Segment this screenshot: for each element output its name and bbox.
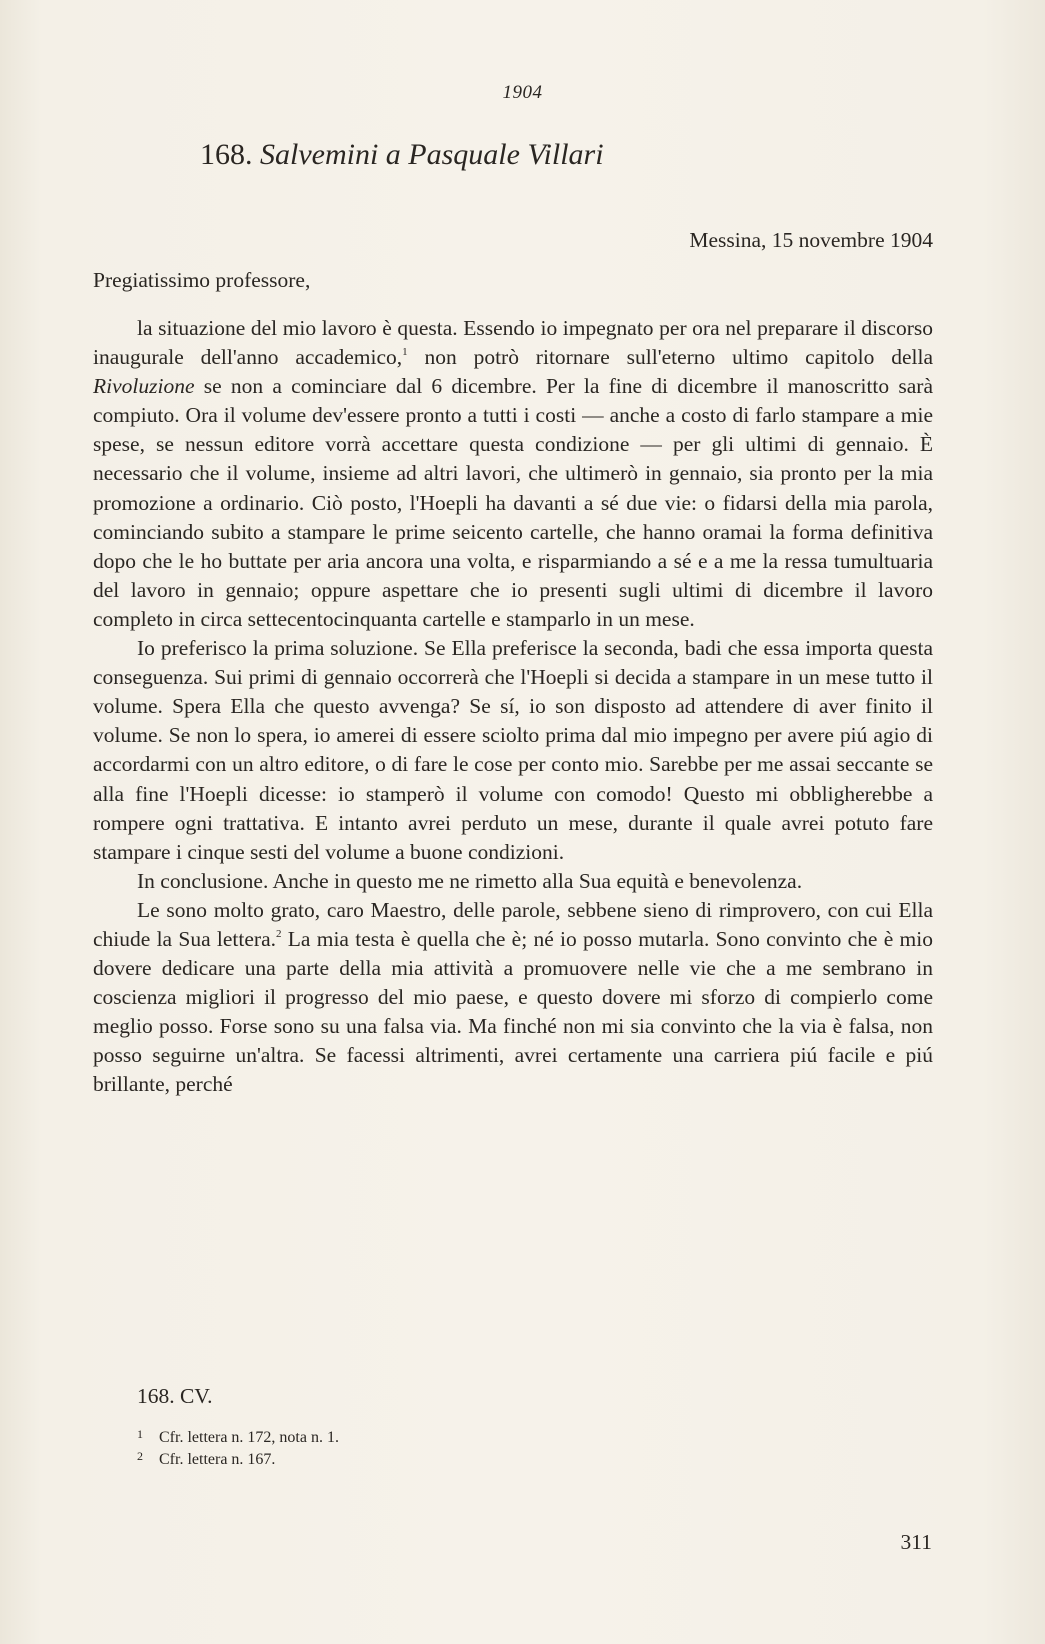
footnote-1	[137, 1425, 339, 1447]
footnote-ref-1: 1	[402, 346, 408, 359]
paragraph-1-part-a: la situazione del mio lavoro è questa. Essendo io impegnato per ora nel preparare il discorso inaugurale dell'anno accademico,	[93, 316, 933, 370]
salutation: Pregiatissimo professore,	[93, 268, 311, 292]
source-note: 168. CV.	[137, 1384, 213, 1408]
paragraph-2: Io preferisco la prima soluzione. Se Ella preferisce la seconda, badi che essa importa questa conseguenza. Sui primi di gennaio occorrerà che l'Hoepli si decida a stampare in un mese tutto il volume. Spera Ella che questo avvenga? Se sí, io son disposto ad attendere di aver finito il volume. Se non lo spera, io amerei di essere sciolto prima dal mio impegno per avere piú agio di accordarmi con un altro editore, o di fare le cose per conto mio. Sarebbe per me assai seccante se alla fine l'Hoepli dicesse: io stamperò il volume con comodo! Questo mi obbligherebbe a rompere ogni trattativa. E intanto avrei perduto un mese, durante il quale avrei potuto fare stampare i cinque sesti del volume a buone condizioni.	[93, 636, 933, 864]
paragraph-4	[93, 896, 933, 1100]
running-head: 1904	[502, 82, 543, 103]
dateline: Messina, 15 novembre 1904	[689, 228, 933, 252]
footnote-2	[137, 1447, 339, 1469]
paragraph-4-part-a: Le sono molto grato, caro Maestro, delle parole, sebbene sieno di rimprovero, con cui Ella chiude la Sua lettera.	[93, 897, 933, 951]
page-number: 311	[900, 1530, 932, 1554]
footnote-mark: 1	[137, 1427, 143, 1441]
letter-body	[93, 314, 933, 1100]
footnote-text: Cfr. lettera n. 172, nota n. 1.	[159, 1429, 339, 1446]
paragraph-1	[93, 314, 933, 634]
letter-number: 168.	[200, 138, 253, 171]
footnote-mark: 2	[137, 1449, 143, 1463]
paragraph-3: In conclusione. Anche in questo me ne rimetto alla Sua equità e benevolenza.	[137, 868, 803, 893]
footnote-text: Cfr. lettera n. 167.	[159, 1451, 276, 1468]
paragraph-4-part-b: La mia testa è quella che è; né io posso mutarla. Sono convinto che è mio dovere dedicare una parte della mia attività a promuovere nelle vie che a me sembrano in coscienza migliori il progresso del mio paese, e questo dovere mi sforzo di compierlo come meglio posso. Forse sono su una falsa via. Ma finché non mi sia convinto che la via è falsa, non posso seguirne un'altra. Se facessi altrimenti, avrei certamente una carriera piú facile e piú brillante, perché	[93, 926, 933, 1097]
paragraph-1-part-b: non potrò ritornare sull'eterno ultimo capitolo della	[407, 345, 934, 370]
footnote-ref-2: 2	[276, 927, 282, 940]
book-title-rivoluzione: Rivoluzione	[93, 374, 195, 399]
footnotes	[137, 1425, 339, 1469]
letter-title	[200, 138, 604, 172]
letter-correspondents: Salvemini a Pasquale Villari	[260, 138, 604, 171]
paragraph-1-part-c: se non a cominciare dal 6 dicembre. Per la fine di dicembre il manoscritto sarà compiuto. Ora il volume dev'essere pronto a tutti i costi — anche a costo di farlo stampare a mie spese, se nessun editore vorrà accettare questa condizione — per gli ultimi di gennaio. È necessario che il volume, insieme ad altri lavori, che ultimerò in gennaio, sia pronto per la mia promozione a ordinario. Ciò posto, l'Hoepli ha davanti a sé due vie: o fidarsi della mia parola, cominciando subito a stampare le prime seicento cartelle, che hanno oramai la forma definitiva dopo che le ho buttate per aria ancora una volta, e risparmiando a sé e a me la ressa tumultuaria del lavoro in gennaio; oppure aspettare che io presenti sugli ultimi di dicembre il lavoro completo in circa settecentocinquanta cartelle e stamparlo in un mese.	[93, 374, 933, 631]
